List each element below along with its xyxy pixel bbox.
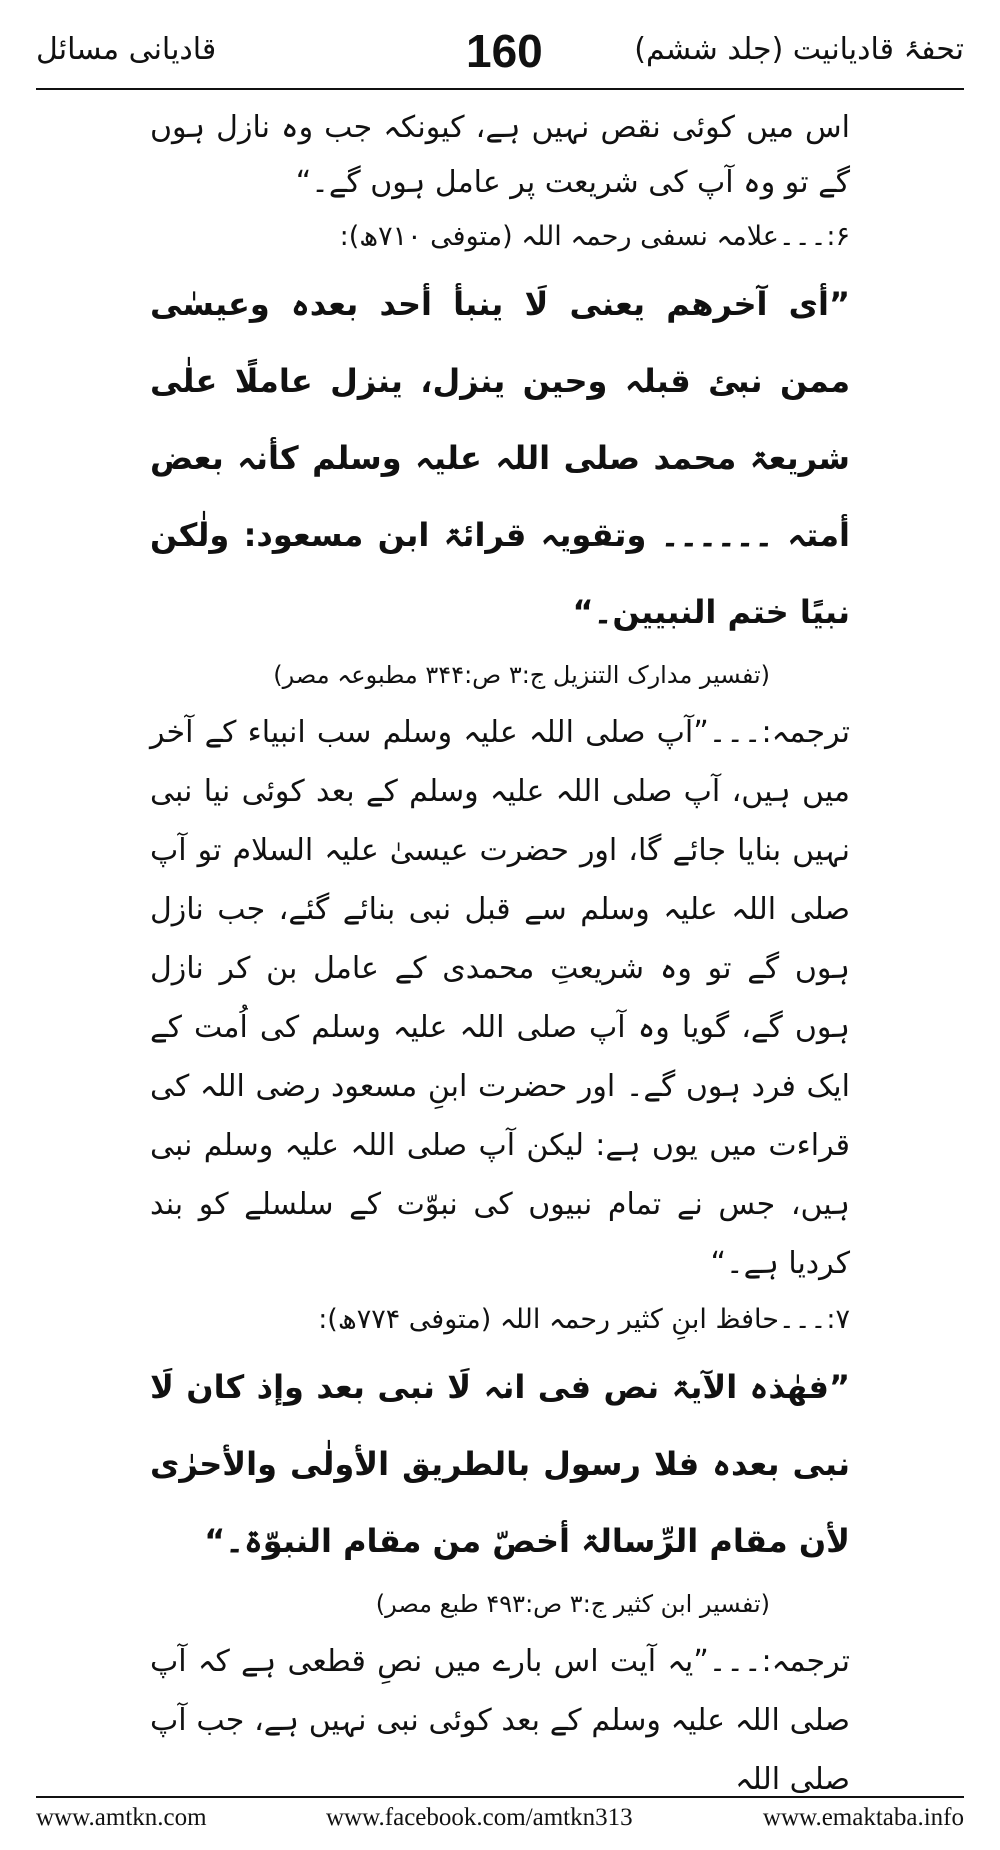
footer-link-amtkn[interactable]: www.amtkn.com [36, 1804, 207, 1831]
header-rule [36, 88, 964, 90]
reference-6: (تفسیر مدارک التنزیل ج:۳ ص:۳۴۴ مطبوعہ مصر) [273, 661, 770, 689]
page-header [36, 24, 964, 86]
page-number: 160 [466, 25, 543, 77]
reference-7: (تفسیر ابن کثیر ج:۳ ص:۴۹۳ طبع مصر) [375, 1590, 770, 1618]
footer-rule [36, 1796, 964, 1798]
translation-6: ترجمہ:۔۔۔”آپ صلی اللہ علیہ وسلم سب انبیاء کے آخر میں ہیں، آپ صلی اللہ علیہ وسلم کے بعد کوئی نیا نبی نہیں بنایا جائے گا، اور حضرت عیسیٰ علیہ السلام تو آپ صلی اللہ علیہ وسلم سے قبل نبی بنائے گئے، جب نازل ہوں گے تو وہ شریعتِ محمدی کے عامل بن کر نازل ہوں گے، گویا وہ آپ صلی اللہ علیہ وسلم کی اُمت کے ایک فرد ہوں گے۔ اور حضرت ابنِ مسعود رضی اللہ کی قراءت میں یوں ہے: لیکن آپ صلی اللہ علیہ وسلم نبی ہیں، جس نے تمام نبیوں کی نبوّت کے سلسلے کو بند کردیا ہے۔“ [150, 715, 850, 1281]
page-body [150, 100, 850, 1809]
footer-link-emaktaba[interactable]: www.emaktaba.info [762, 1804, 964, 1831]
section-title: قادیانی مسائل [36, 32, 217, 67]
translation-7: ترجمہ:۔۔۔”یہ آیت اس بارے میں نصِ قطعی ہے کہ آپ صلی اللہ علیہ وسلم کے بعد کوئی نبی نہیں ہے، جب آپ صلی اللہ [150, 1644, 850, 1797]
arabic-quote-6: ”أی آخرھم یعنی لَا ینبأ أحد بعدہ وعیسٰی ممن نبئ قبلہ وحین ینزل، ینزل عاملًا علٰی شریعۃ محمد صلی اللہ علیہ وسلم کأنہ بعض أمتہ ۔۔۔۔۔۔ وتقویہ قرائۃ ابن مسعود: ولٰکن نبیًا ختم النبیین۔“ [150, 285, 850, 631]
arabic-quote-7: ”فھٰذہ الآیۃ نص فی انہ لَا نبی بعد وإذ کان لَا نبی بعدہ فلا رسول بالطریق الأولٰی والأحرٰی لأن مقام الرِّسالۃ أخصّ من مقام النبوّۃ۔“ [150, 1368, 850, 1560]
continuation-paragraph: اس میں کوئی نقص نہیں ہے، کیونکہ جب وہ نازل ہوں گے تو وہ آپ کی شریعت پر عامل ہوں گے۔“ [150, 110, 850, 200]
book-title: تحفۂ قادیانیت (جلد ششم) [634, 32, 964, 67]
page-footer [36, 1800, 964, 1840]
section-heading-7: ۷:۔۔۔حافظ ابنِ کثیر رحمہ اللہ (متوفی ۷۷۴ھ): [318, 1304, 850, 1335]
section-heading-6: ۶:۔۔۔علامہ نسفی رحمہ اللہ (متوفی ۷۱۰ھ): [339, 221, 850, 252]
footer-link-facebook[interactable]: www.facebook.com/amtkn313 [326, 1804, 633, 1831]
